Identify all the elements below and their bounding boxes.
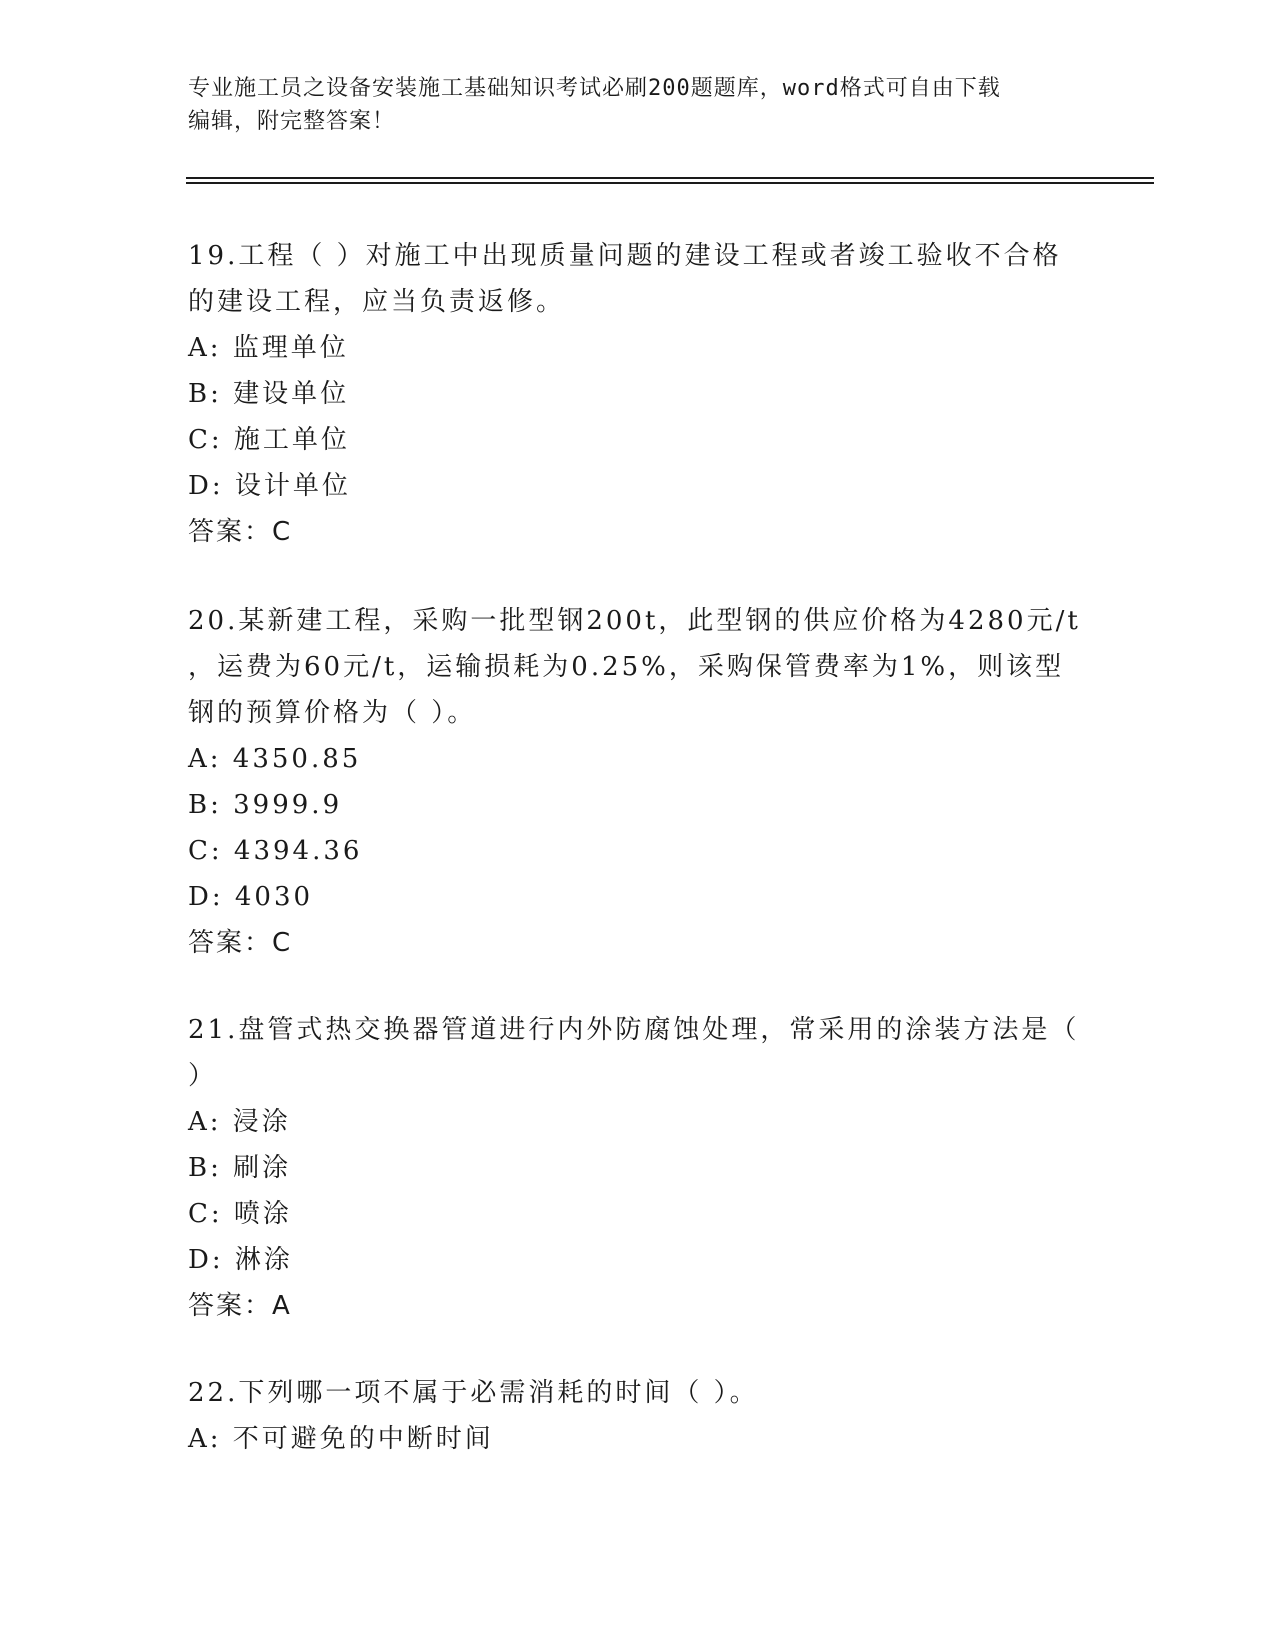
option-c: C: 4394.36 [188, 836, 363, 866]
question-stem-line: 22.下列哪一项不属于必需消耗的时间（ ）。 [188, 1378, 759, 1408]
answer: 答案：C [188, 517, 293, 547]
option-a: A: 不可避免的中断时间 [188, 1424, 494, 1454]
question-stem-line: 20.某新建工程，采购一批型钢200t，此型钢的供应价格为4280元/t [188, 606, 1081, 636]
question-19 [188, 233, 1068, 555]
option-c: C: 喷涂 [188, 1199, 292, 1229]
option-b: B: 刷涂 [188, 1153, 292, 1183]
answer: 答案：A [188, 1291, 292, 1321]
option-a: A: 监理单位 [188, 333, 349, 363]
header-title-line-2: 编辑，附完整答案！ [188, 109, 396, 134]
header-title-line-1: 专业施工员之设备安装施工基础知识考试必刷200题题库，word格式可自由下载 [188, 76, 1001, 101]
option-b: B: 建设单位 [188, 379, 350, 409]
option-a: A: 浸涂 [188, 1107, 291, 1137]
header-divider-top [186, 177, 1154, 179]
option-d: D: 4030 [188, 882, 314, 912]
option-b: B: 3999.9 [188, 790, 343, 820]
option-d: D: 淋涂 [188, 1245, 293, 1275]
question-20 [188, 598, 1081, 966]
question-stem-line: 的建设工程，应当负责返修。 [188, 287, 566, 317]
question-stem-line: 21.盘管式热交换器管道进行内外防腐蚀处理，常采用的涂装方法是（ [188, 1015, 1080, 1045]
question-stem-line: 钢的预算价格为（ ）。 [188, 698, 477, 728]
document-header [188, 72, 1068, 138]
question-21 [188, 1007, 1080, 1329]
option-a: A: 4350.85 [188, 744, 362, 774]
question-stem-line: ，运费为60元/t，运输损耗为0.25%，采购保管费率为1%，则该型 [188, 652, 1065, 682]
question-stem-line: ） [188, 1061, 218, 1091]
question-stem-line: 19.工程（ ）对施工中出现质量问题的建设工程或者竣工验收不合格 [188, 241, 1062, 271]
option-d: D: 设计单位 [188, 471, 351, 501]
answer: 答案：C [188, 928, 293, 958]
header-divider-bottom [186, 182, 1154, 184]
question-22 [188, 1370, 1068, 1462]
option-c: C: 施工单位 [188, 425, 350, 455]
